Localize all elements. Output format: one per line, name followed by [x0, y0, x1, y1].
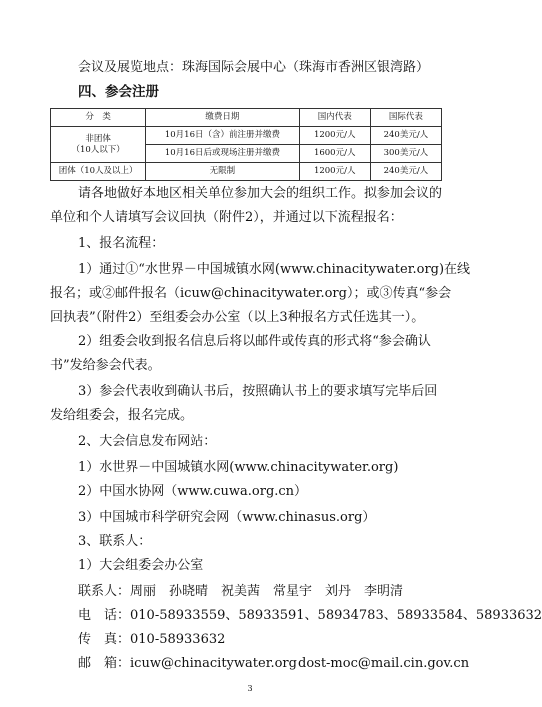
phone-value: 010-58933559、58933591、58934783、58933584、58933632	[130, 608, 542, 623]
paragraph1-line1: 请各地做好本地区相关单位参加大会的组织工作。拟参加会议的	[78, 186, 443, 201]
group-international: 240美元/人	[370, 163, 441, 181]
phone-row	[78, 608, 542, 624]
row1-date: 10月16日（含）前注册并缴费	[146, 127, 299, 145]
step3-line1: 3）参会代表收到确认书后，按照确认书上的要求填写完毕后回	[78, 384, 438, 399]
item3-title: 3、联系人：	[78, 534, 152, 549]
item1-title: 1、报名流程：	[78, 236, 165, 251]
fax-value: 010-58933632	[130, 632, 226, 647]
site3: 3）中国城市科学研究会网（www.chinasus.org）	[78, 510, 376, 525]
header-international: 国际代表	[370, 109, 441, 127]
group-domestic: 1200元/人	[299, 163, 370, 181]
site2: 2）中国水协网（www.cuwa.org.cn）	[78, 484, 308, 499]
non-group-label-line1: 非团体	[85, 133, 111, 144]
table-row	[51, 127, 442, 145]
step2-line2: 书”发给参会代表。	[50, 358, 161, 373]
paragraph1-line2: 单位和个人请填写会议回执（附件2），并通过以下流程报名：	[50, 210, 403, 225]
row2-date: 10月16日后或现场注册并缴费	[146, 145, 299, 163]
step2-line1: 2）组委会收到报名信息后将以邮件或传真的形式将“参会确认	[78, 334, 431, 349]
fax-row	[78, 632, 225, 648]
step3-line2: 发给组委会，报名完成。	[50, 408, 194, 423]
venue-line: 会议及展览地点：珠海国际会展中心（珠海市香洲区银湾路）	[78, 60, 430, 75]
fee-table	[50, 108, 442, 181]
row1-international: 240美元/人	[370, 127, 441, 145]
row2-international: 300美元/人	[370, 145, 441, 163]
step1-line1: 1）通过①“水世界－中国城镇水网(www.chinacitywater.org)在线	[78, 262, 471, 277]
header-date: 缴费日期	[146, 109, 299, 127]
email-label: 邮 箱：	[78, 656, 131, 671]
contacts-names: 周丽 孙晓晴 祝美茜 常星宇 刘丹 李明清	[130, 584, 404, 599]
fax-label: 传 真：	[78, 632, 131, 647]
non-group-category	[51, 127, 146, 163]
email-value-1: icuw@chinacitywater.org	[130, 656, 297, 671]
phone-label: 电 话：	[78, 608, 131, 623]
row2-domestic: 1600元/人	[299, 145, 370, 163]
office-line: 1）大会组委会办公室	[78, 558, 204, 573]
non-group-label-line2: （10人以下）	[71, 144, 125, 155]
item2-title: 2、大会信息发布网站：	[78, 434, 217, 449]
step1-line3: 回执表”（附件2）至组委会办公室（以上3种报名方式任选其一）。	[50, 310, 425, 325]
header-domestic: 国内代表	[299, 109, 370, 127]
group-date: 无限制	[146, 163, 299, 181]
table-row	[51, 163, 442, 181]
group-category: 团体（10人及以上）	[51, 163, 146, 181]
section-heading: 四、参会注册	[78, 84, 159, 100]
header-category: 分 类	[51, 109, 146, 127]
row1-domestic: 1200元/人	[299, 127, 370, 145]
page-number: 3	[247, 684, 253, 693]
email-value-2: dost-moc@mail.cin.gov.cn	[298, 656, 470, 671]
step1-line2: 报名；或②邮件报名（icuw@chinacitywater.org）；或③传真“参会	[50, 286, 452, 301]
site1: 1）水世界－中国城镇水网(www.chinacitywater.org)	[78, 460, 399, 475]
email-row	[78, 656, 297, 672]
contacts-row	[78, 584, 403, 600]
contacts-label: 联系人：	[78, 584, 131, 599]
table-header-row	[51, 109, 442, 127]
